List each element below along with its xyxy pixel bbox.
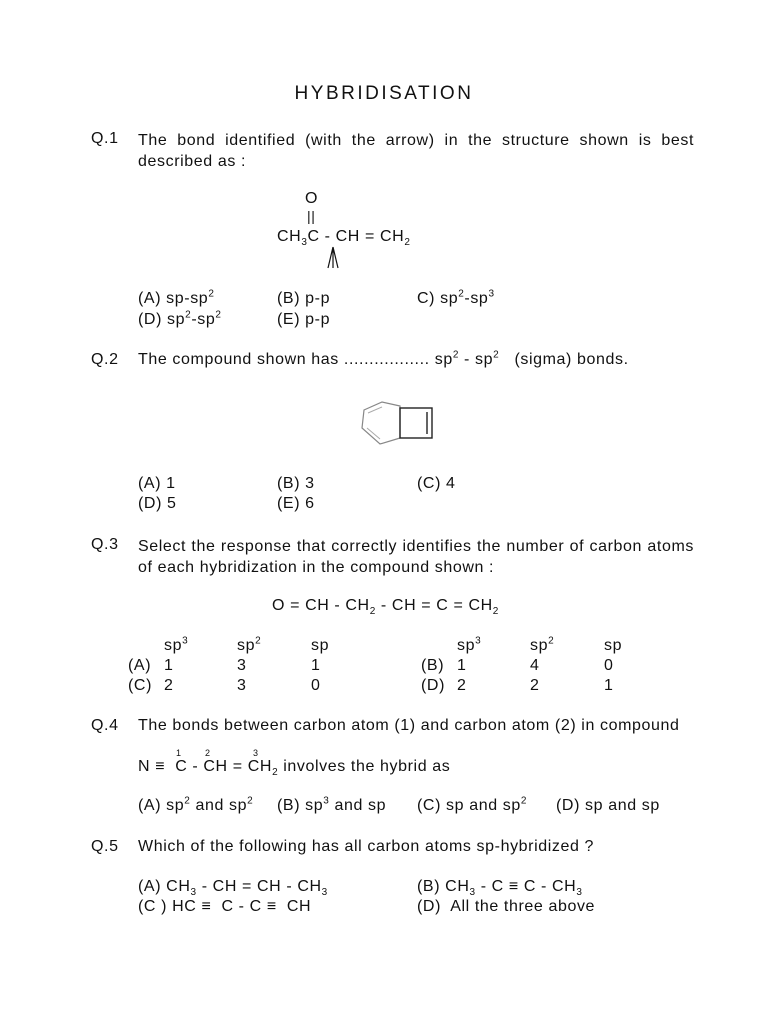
q3-header-sp3-right: $sp^3$ xyxy=(457,635,482,654)
q3-cell: 4 xyxy=(530,657,540,674)
q1-structure-sub3: 3 xyxy=(301,237,308,249)
q2-text: The compound shown has ................. $sp^2 - sp^2$ (sigma) bonds. xyxy=(138,349,629,368)
q4-option-d[interactable]: (D) sp and sp xyxy=(556,797,660,814)
q1-structure-sub2: 2 xyxy=(404,237,411,249)
q4-option-a[interactable]: (A) $sp^2$ and $sp^2$ xyxy=(138,795,254,814)
q1-option-a[interactable]: (A) $sp-sp^2$ xyxy=(138,288,215,307)
q3-text: Select the response that correctly identifies the number of carbon atoms of each hybridization in the compound shown : xyxy=(138,538,694,576)
q4-atom-number-1: 1 xyxy=(176,748,182,758)
benzocyclobutadiene-structure xyxy=(356,400,436,448)
q1-structure-oxygen: O xyxy=(305,190,319,207)
q3-header-sp2-left: $sp^2$ xyxy=(237,635,262,654)
q3-cell: 2 xyxy=(457,677,467,694)
arrow-icon xyxy=(326,246,340,270)
q3-row-label: (C) xyxy=(128,677,153,694)
q4-atom-number-3: 3 xyxy=(253,748,259,758)
q3-cell: 1 xyxy=(604,677,614,694)
q4-formula: N ≡ C - CH = $CH_2$ involves the hybrid as xyxy=(138,758,451,779)
q3-header-sp3-left: $sp^3$ xyxy=(164,635,189,654)
q3-cell: 0 xyxy=(604,657,614,674)
q5-option-b[interactable]: (B) $CH_3 - C \equiv C - CH_3$ xyxy=(417,878,583,899)
q3-cell: 3 xyxy=(237,657,247,674)
q1-number: Q.1 xyxy=(91,130,119,147)
q5-option-c[interactable]: (C ) HC ≡ C - C ≡ CH xyxy=(138,898,312,915)
q5-text: Which of the following has all carbon atoms sp-hybridized ? xyxy=(138,838,595,855)
q2-number: Q.2 xyxy=(91,351,119,368)
q1-option-e[interactable]: (E) p-p xyxy=(277,311,331,328)
q5-option-a[interactable]: (A) $CH_3$ - CH = CH - $CH_3$ xyxy=(138,878,328,899)
q3-cell: 0 xyxy=(311,677,321,694)
page-title: HYBRIDISATION xyxy=(294,83,474,104)
q5-number: Q.5 xyxy=(91,838,119,855)
q2-option-c[interactable]: (C) 4 xyxy=(417,475,456,492)
q5-option-d[interactable]: (D) All the three above xyxy=(417,898,596,915)
q3-cell: 2 xyxy=(164,677,174,694)
q2-option-b[interactable]: (B) 3 xyxy=(277,475,315,492)
q3-cell: 2 xyxy=(530,677,540,694)
q2-option-a[interactable]: (A) 1 xyxy=(138,475,176,492)
q3-cell: 3 xyxy=(237,677,247,694)
q3-row-label: (D) xyxy=(421,677,446,694)
q4-number: Q.4 xyxy=(91,717,119,734)
q3-header-sp2-right: $sp^2$ xyxy=(530,635,555,654)
q1-option-c[interactable]: C) $sp^2-sp^3$ xyxy=(417,288,495,307)
q2-option-e[interactable]: (E) 6 xyxy=(277,495,315,512)
q4-option-b[interactable]: (B) $sp^3$ and sp xyxy=(277,795,387,814)
q3-cell: 1 xyxy=(311,657,321,674)
q3-cell: 1 xyxy=(164,657,174,674)
q3-row-label: (A) xyxy=(128,657,152,674)
q4-option-c[interactable]: (C) sp and $sp^2$ xyxy=(417,795,528,814)
q1-structure-double-bond: || xyxy=(307,208,316,224)
q3-formula: O = CH - $CH_2$ - CH = $C = CH_2$ xyxy=(272,597,499,618)
q3-row-label: (B) xyxy=(421,657,445,674)
q3-header-sp-left: sp xyxy=(311,637,330,654)
q1-structure-ch3: CH xyxy=(277,228,302,245)
q1-structure-rest: C - CH = CH xyxy=(307,228,405,245)
q3-number: Q.3 xyxy=(91,536,119,553)
q3-header-sp-right: sp xyxy=(604,637,623,654)
q4-text: The bonds between carbon atom (1) and carbon atom (2) in compound xyxy=(138,717,680,734)
q2-option-d[interactable]: (D) 5 xyxy=(138,495,177,512)
q1-text: The bond identified (with the arrow) in the structure shown is best described as : xyxy=(138,132,694,170)
q1-option-d[interactable]: (D) $sp^2-sp^2$ xyxy=(138,309,222,328)
q3-cell: 1 xyxy=(457,657,467,674)
q1-option-b[interactable]: (B) p-p xyxy=(277,290,331,307)
q4-atom-number-2: 2 xyxy=(205,748,211,758)
